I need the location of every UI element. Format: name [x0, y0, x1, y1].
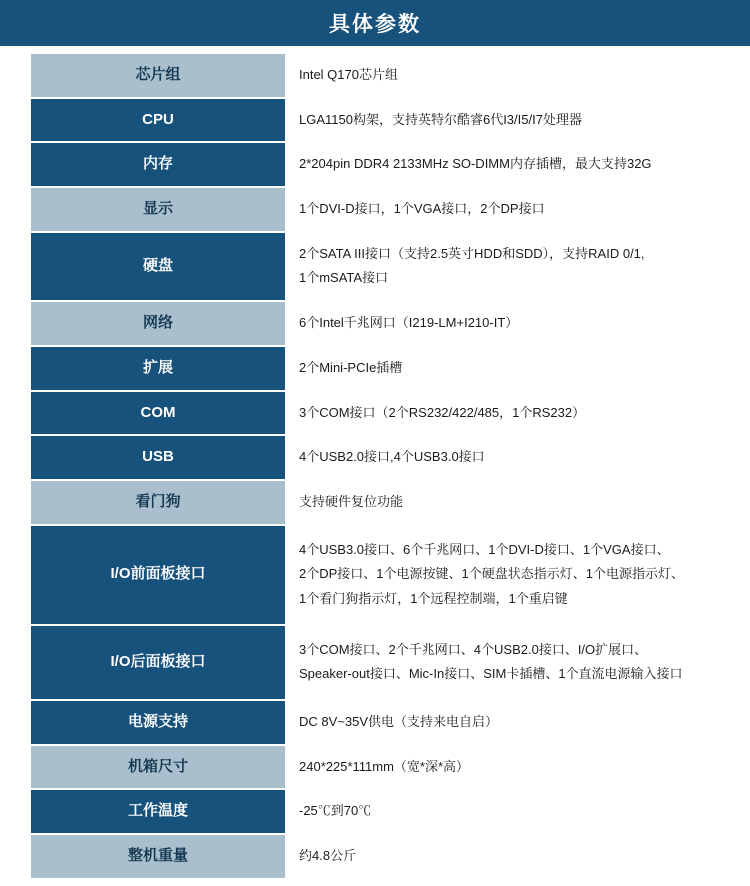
table-row [31, 525, 719, 625]
spec-value-line: 1个DVI-D接口，1个VGA接口，2个DP接口 [299, 201, 545, 217]
spec-label: 看门狗 [31, 480, 286, 525]
spec-value-line: 4个USB3.0接口、6个千兆网口、1个DVI-D接口、1个VGA接口、 [299, 541, 670, 557]
spec-value-line: Speaker-out接口、Mic-In接口、SIM卡插槽、1个直流电源输入接口 [299, 666, 683, 682]
spec-value-line: 1个mSATA接口 [299, 270, 389, 286]
table-row [31, 346, 719, 391]
spec-label: 工作温度 [31, 789, 286, 834]
spec-value [286, 625, 719, 700]
spec-label: CPU [31, 98, 286, 143]
spec-label: 整机重量 [31, 834, 286, 879]
table-row [31, 232, 719, 301]
spec-label: I/O前面板接口 [31, 525, 286, 625]
spec-value-line: 支持硬件复位功能 [299, 493, 404, 509]
spec-value-line: 4个USB2.0接口,4个USB3.0接口 [299, 449, 485, 465]
spec-value [286, 834, 719, 879]
table-row [31, 187, 719, 232]
spec-value [286, 301, 719, 346]
spec-value-line: 2个SATA III接口（支持2.5英寸HDD和SDD），支持RAID 0/1, [299, 245, 645, 261]
spec-label: 扩展 [31, 346, 286, 391]
specifications-table [31, 54, 719, 880]
table-row [31, 435, 719, 480]
spec-value-line: 3个COM接口、2个千兆网口、4个USB2.0接口、I/O扩展口、 [299, 641, 648, 657]
spec-label: 显示 [31, 187, 286, 232]
spec-value-line: -25℃到70℃ [299, 803, 372, 819]
table-row [31, 301, 719, 346]
spec-label: 内存 [31, 142, 286, 187]
spec-value-line: 2个Mini-PCIe插槽 [299, 359, 403, 375]
spec-value [286, 435, 719, 480]
spec-value-line: 3个COM接口（2个RS232/422/485，1个RS232） [299, 404, 586, 420]
spec-value-line: 240*225*111mm（宽*深*高） [299, 758, 470, 774]
spec-value [286, 187, 719, 232]
spec-value [286, 480, 719, 525]
spec-value [286, 700, 719, 745]
spec-value-line: 6个Intel千兆网口（I219-LM+I210-IT） [299, 315, 519, 331]
table-row [31, 625, 719, 700]
table-row [31, 834, 719, 879]
spec-value [286, 525, 719, 625]
table-row [31, 745, 719, 790]
table-row [31, 480, 719, 525]
spec-label: USB [31, 435, 286, 480]
spec-label: 机箱尺寸 [31, 745, 286, 790]
page-title-bar [0, 0, 750, 46]
spec-value [286, 98, 719, 143]
spec-value-line: DC 8V~35V供电（支持来电自启） [299, 714, 499, 729]
spec-value [286, 142, 719, 187]
spec-value-line: Intel Q170芯片组 [299, 67, 398, 82]
spec-value [286, 391, 719, 436]
specifications-table-body [31, 54, 719, 879]
spec-value-line: 2个DP接口、1个电源按键、1个硬盘状态指示灯、1个电源指示灯、 [299, 566, 684, 582]
table-row [31, 391, 719, 436]
spec-label: 芯片组 [31, 54, 286, 98]
table-row [31, 700, 719, 745]
table-row [31, 789, 719, 834]
page-title: 具体参数 [329, 13, 421, 36]
spec-label: COM [31, 391, 286, 436]
spec-value-line: 1个看门狗指示灯，1个远程控制端，1个重启键 [299, 590, 568, 606]
spec-label: 网络 [31, 301, 286, 346]
spec-label: 硬盘 [31, 232, 286, 301]
spec-label: I/O后面板接口 [31, 625, 286, 700]
table-row [31, 142, 719, 187]
spec-value [286, 789, 719, 834]
spec-value-line: 约4.8公斤 [299, 848, 357, 864]
spec-value-line: 2*204pin DDR4 2133MHz SO-DIMM内存插槽，最大支持32G [299, 156, 652, 172]
spec-label: 电源支持 [31, 700, 286, 745]
table-row [31, 98, 719, 143]
spec-value [286, 745, 719, 790]
spec-value [286, 232, 719, 301]
spec-value [286, 54, 719, 98]
spec-value [286, 346, 719, 391]
spec-value-line: LGA1150构架，支持英特尔酷睿6代I3/I5/I7处理器 [299, 111, 582, 127]
bottom-spacer [0, 880, 750, 886]
table-row [31, 54, 719, 98]
